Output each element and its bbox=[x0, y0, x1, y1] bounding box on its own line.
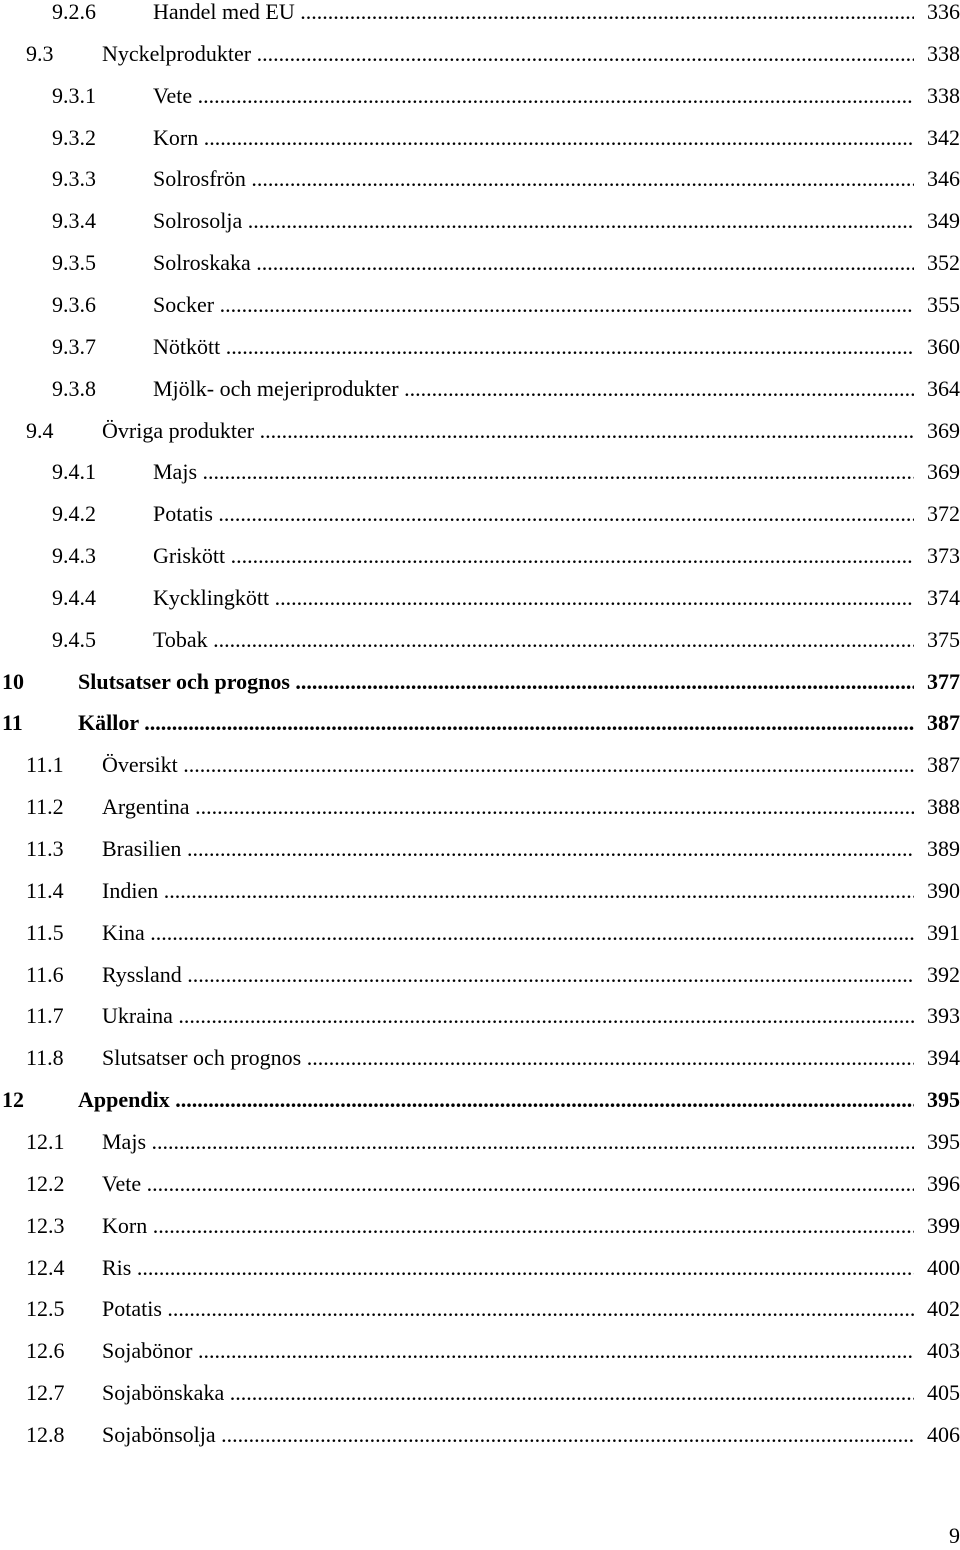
toc-entry-number: 9.3.7 bbox=[52, 333, 96, 359]
toc-entry[interactable] bbox=[0, 246, 960, 280]
toc-entry-number: 12.6 bbox=[26, 1338, 65, 1364]
toc-entry-title: Sojabönsolja ..... bbox=[102, 1418, 914, 1452]
toc-entry-title: Sojabönor ..... bbox=[102, 1334, 914, 1368]
toc-entry-title: Nötkött ..... bbox=[153, 330, 914, 364]
toc-entry-number: 11.7 bbox=[26, 1003, 64, 1029]
toc-entry[interactable] bbox=[0, 874, 960, 908]
toc-entry[interactable] bbox=[0, 623, 960, 657]
toc-entry-page: 369 bbox=[927, 459, 960, 485]
toc-entry-title: Socker ..... bbox=[153, 288, 914, 322]
toc-entry-page: 360 bbox=[927, 333, 960, 359]
toc-entry[interactable] bbox=[0, 79, 960, 113]
toc-entry-number: 12.4 bbox=[26, 1254, 65, 1280]
toc-entry-number: 11.5 bbox=[26, 919, 64, 945]
toc-entry-title: Ryssland ..... bbox=[102, 958, 914, 992]
toc-entry-title: Slutsatser och prognos ..... bbox=[102, 1041, 914, 1075]
toc-entry-page: 388 bbox=[927, 794, 960, 820]
toc-entry-page: 355 bbox=[927, 291, 960, 317]
toc-entry-title: Griskött ..... bbox=[153, 539, 914, 573]
toc-entry-title: Indien ..... bbox=[102, 874, 914, 908]
toc-entry[interactable] bbox=[0, 581, 960, 615]
toc-entry-title: Kina ..... bbox=[102, 916, 914, 950]
toc-entry-number: 9.3.3 bbox=[52, 166, 96, 192]
toc-entry[interactable] bbox=[0, 1292, 960, 1326]
toc-entry-page: 389 bbox=[927, 836, 960, 861]
toc-entry-page: 391 bbox=[927, 919, 960, 945]
toc-entry-page: 395 bbox=[927, 1087, 960, 1113]
toc-entry-number: 11.1 bbox=[26, 752, 64, 778]
toc-entry-number: 9.3 bbox=[26, 40, 54, 66]
toc-entry-number: 12.3 bbox=[26, 1212, 65, 1238]
toc-entry-title: Korn ..... bbox=[153, 121, 914, 155]
toc-entry-page: 336 bbox=[927, 0, 960, 24]
toc-entry-page: 395 bbox=[927, 1128, 960, 1154]
toc-entry[interactable] bbox=[0, 1334, 960, 1368]
toc-entry[interactable] bbox=[0, 958, 960, 992]
toc-entry-page: 393 bbox=[927, 1003, 960, 1029]
toc-entry-page: 374 bbox=[927, 584, 960, 610]
toc-entry-page: 373 bbox=[927, 543, 960, 569]
toc-entry[interactable] bbox=[0, 916, 960, 950]
toc-entry-number: 12.5 bbox=[26, 1296, 65, 1322]
toc-entry-title: Potatis ..... bbox=[102, 1292, 914, 1326]
toc-entry-number: 9.4.5 bbox=[52, 626, 96, 652]
toc-entry-page: 375 bbox=[927, 626, 960, 652]
toc-entry-page: 372 bbox=[927, 501, 960, 527]
toc-entry-title: Solroskaka ..... bbox=[153, 246, 914, 280]
toc-entry-number: 9.4.1 bbox=[52, 459, 96, 485]
toc-entry-title: Ukraina ..... bbox=[102, 999, 914, 1033]
toc-entry[interactable] bbox=[0, 999, 960, 1033]
toc-entry[interactable] bbox=[0, 832, 960, 866]
toc-entry-page: 396 bbox=[927, 1170, 960, 1196]
toc-entry-title: Mjölk- och mejeriprodukter ..... bbox=[153, 372, 914, 406]
toc-entry-page: 377 bbox=[927, 668, 960, 694]
toc-entry-page: 402 bbox=[927, 1296, 960, 1322]
toc-entry-number: 12.1 bbox=[26, 1128, 65, 1154]
toc-entry-page: 338 bbox=[927, 82, 960, 108]
toc-entry-page: 349 bbox=[927, 208, 960, 234]
toc-entry-page: 406 bbox=[927, 1421, 960, 1447]
toc-entry-title: Handel med EU ..... bbox=[153, 0, 914, 29]
toc-entry[interactable] bbox=[0, 0, 960, 29]
toc-entry[interactable] bbox=[0, 1251, 960, 1285]
toc-entry[interactable] bbox=[0, 414, 960, 448]
toc-entry-number: 9.3.8 bbox=[52, 375, 96, 401]
toc-entry[interactable] bbox=[0, 1125, 960, 1159]
toc-entry-number: 12.7 bbox=[26, 1380, 65, 1406]
toc-entry[interactable] bbox=[0, 1418, 960, 1452]
toc-entry-title: Översikt ..... bbox=[102, 748, 914, 782]
toc-entry[interactable] bbox=[0, 204, 960, 238]
toc-entry-page: 346 bbox=[927, 166, 960, 192]
toc-entry-title: Potatis ..... bbox=[153, 497, 914, 531]
toc-entry-page: 405 bbox=[927, 1380, 960, 1406]
toc-entry-title: Vete ..... bbox=[102, 1167, 914, 1201]
toc-entry[interactable] bbox=[0, 330, 960, 364]
toc-entry-title: Korn ..... bbox=[102, 1209, 914, 1243]
toc-entry-title: Ris ..... bbox=[102, 1251, 914, 1285]
toc-entry-title: Nyckelprodukter ..... bbox=[102, 37, 914, 71]
toc-entry-title: Brasilien ..... bbox=[102, 832, 914, 866]
toc-entry-number: 9.3.5 bbox=[52, 250, 96, 276]
toc-entry-number: 10 bbox=[2, 668, 24, 694]
toc-entry-number: 9.4.3 bbox=[52, 543, 96, 569]
toc-entry-page: 342 bbox=[927, 124, 960, 150]
toc-entry-page: 338 bbox=[927, 40, 960, 66]
toc-entry-number: 12.2 bbox=[26, 1170, 65, 1196]
toc-entry[interactable] bbox=[0, 497, 960, 531]
toc-entry[interactable] bbox=[0, 539, 960, 573]
toc-entry-number: 9.4.2 bbox=[52, 501, 96, 527]
toc-entry-number: 12 bbox=[2, 1087, 24, 1113]
toc-entry-page: 390 bbox=[927, 877, 960, 903]
toc-entry-number: 9.3.2 bbox=[52, 124, 96, 150]
toc-entry-number: 9.4.4 bbox=[52, 584, 96, 610]
toc-entry-page: 387 bbox=[927, 752, 960, 778]
toc-entry-title: Övriga produkter ..... bbox=[102, 414, 914, 448]
toc-entry-number: 11 bbox=[2, 710, 23, 736]
toc-entry-title: Vete ..... bbox=[153, 79, 914, 113]
toc-entry[interactable] bbox=[0, 1376, 960, 1410]
toc-entry[interactable] bbox=[0, 1083, 960, 1117]
toc-entry[interactable] bbox=[0, 162, 960, 196]
toc-entry-number: 11.3 bbox=[26, 836, 64, 861]
toc-entry[interactable] bbox=[0, 37, 960, 71]
toc-entry[interactable] bbox=[0, 1209, 960, 1243]
toc-entry-number: 11.8 bbox=[26, 1045, 64, 1071]
toc-entry-title: Kycklingkött ..... bbox=[153, 581, 914, 615]
toc-entry[interactable] bbox=[0, 372, 960, 406]
toc-entry-title: Solrosolja ..... bbox=[153, 204, 914, 238]
toc-entry-number: 9.4 bbox=[26, 417, 54, 443]
toc-entry-title: Appendix ..... bbox=[78, 1083, 914, 1117]
toc-entry[interactable] bbox=[0, 1041, 960, 1075]
toc-entry-title: Solrosfrön ..... bbox=[153, 162, 914, 196]
toc-entry-number: 9.2.6 bbox=[52, 0, 96, 24]
toc-entry-page: 387 bbox=[927, 710, 960, 736]
toc-entry-number: 11.4 bbox=[26, 877, 64, 903]
toc-entry-page: 392 bbox=[927, 961, 960, 987]
page-number: 9 bbox=[949, 1523, 960, 1548]
toc-entry[interactable] bbox=[0, 665, 960, 699]
toc-entry[interactable] bbox=[0, 121, 960, 155]
toc-entry[interactable] bbox=[0, 790, 960, 824]
toc-entry-title: Källor ..... bbox=[78, 706, 914, 740]
toc-entry-page: 364 bbox=[927, 375, 960, 401]
toc-entry-title: Sojabönskaka ..... bbox=[102, 1376, 914, 1410]
toc-entry[interactable] bbox=[0, 288, 960, 322]
toc-entry-page: 352 bbox=[927, 250, 960, 276]
toc-entry-number: 9.3.1 bbox=[52, 82, 96, 108]
toc-entry-title: Majs ..... bbox=[153, 455, 914, 489]
toc-entry-title: Tobak ..... bbox=[153, 623, 914, 657]
toc-entry-page: 399 bbox=[927, 1212, 960, 1238]
toc-entry-page: 403 bbox=[927, 1338, 960, 1364]
toc-entry-number: 9.3.6 bbox=[52, 291, 96, 317]
toc-entry-title: Argentina ..... bbox=[102, 790, 914, 824]
toc-entry[interactable] bbox=[0, 1167, 960, 1201]
toc-entry[interactable] bbox=[0, 706, 960, 740]
toc-entry-page: 369 bbox=[927, 417, 960, 443]
toc-entry-number: 9.3.4 bbox=[52, 208, 96, 234]
toc-entry-page: 394 bbox=[927, 1045, 960, 1071]
toc-entry-number: 11.6 bbox=[26, 961, 64, 987]
toc-entry[interactable] bbox=[0, 455, 960, 489]
toc-entry[interactable] bbox=[0, 748, 960, 782]
toc-entry-number: 11.2 bbox=[26, 794, 64, 820]
toc-entry-number: 12.8 bbox=[26, 1421, 65, 1447]
toc-entry-title: Majs ..... bbox=[102, 1125, 914, 1159]
toc-entry-title: Slutsatser och prognos ..... bbox=[78, 665, 914, 699]
toc-entry-page: 400 bbox=[927, 1254, 960, 1280]
